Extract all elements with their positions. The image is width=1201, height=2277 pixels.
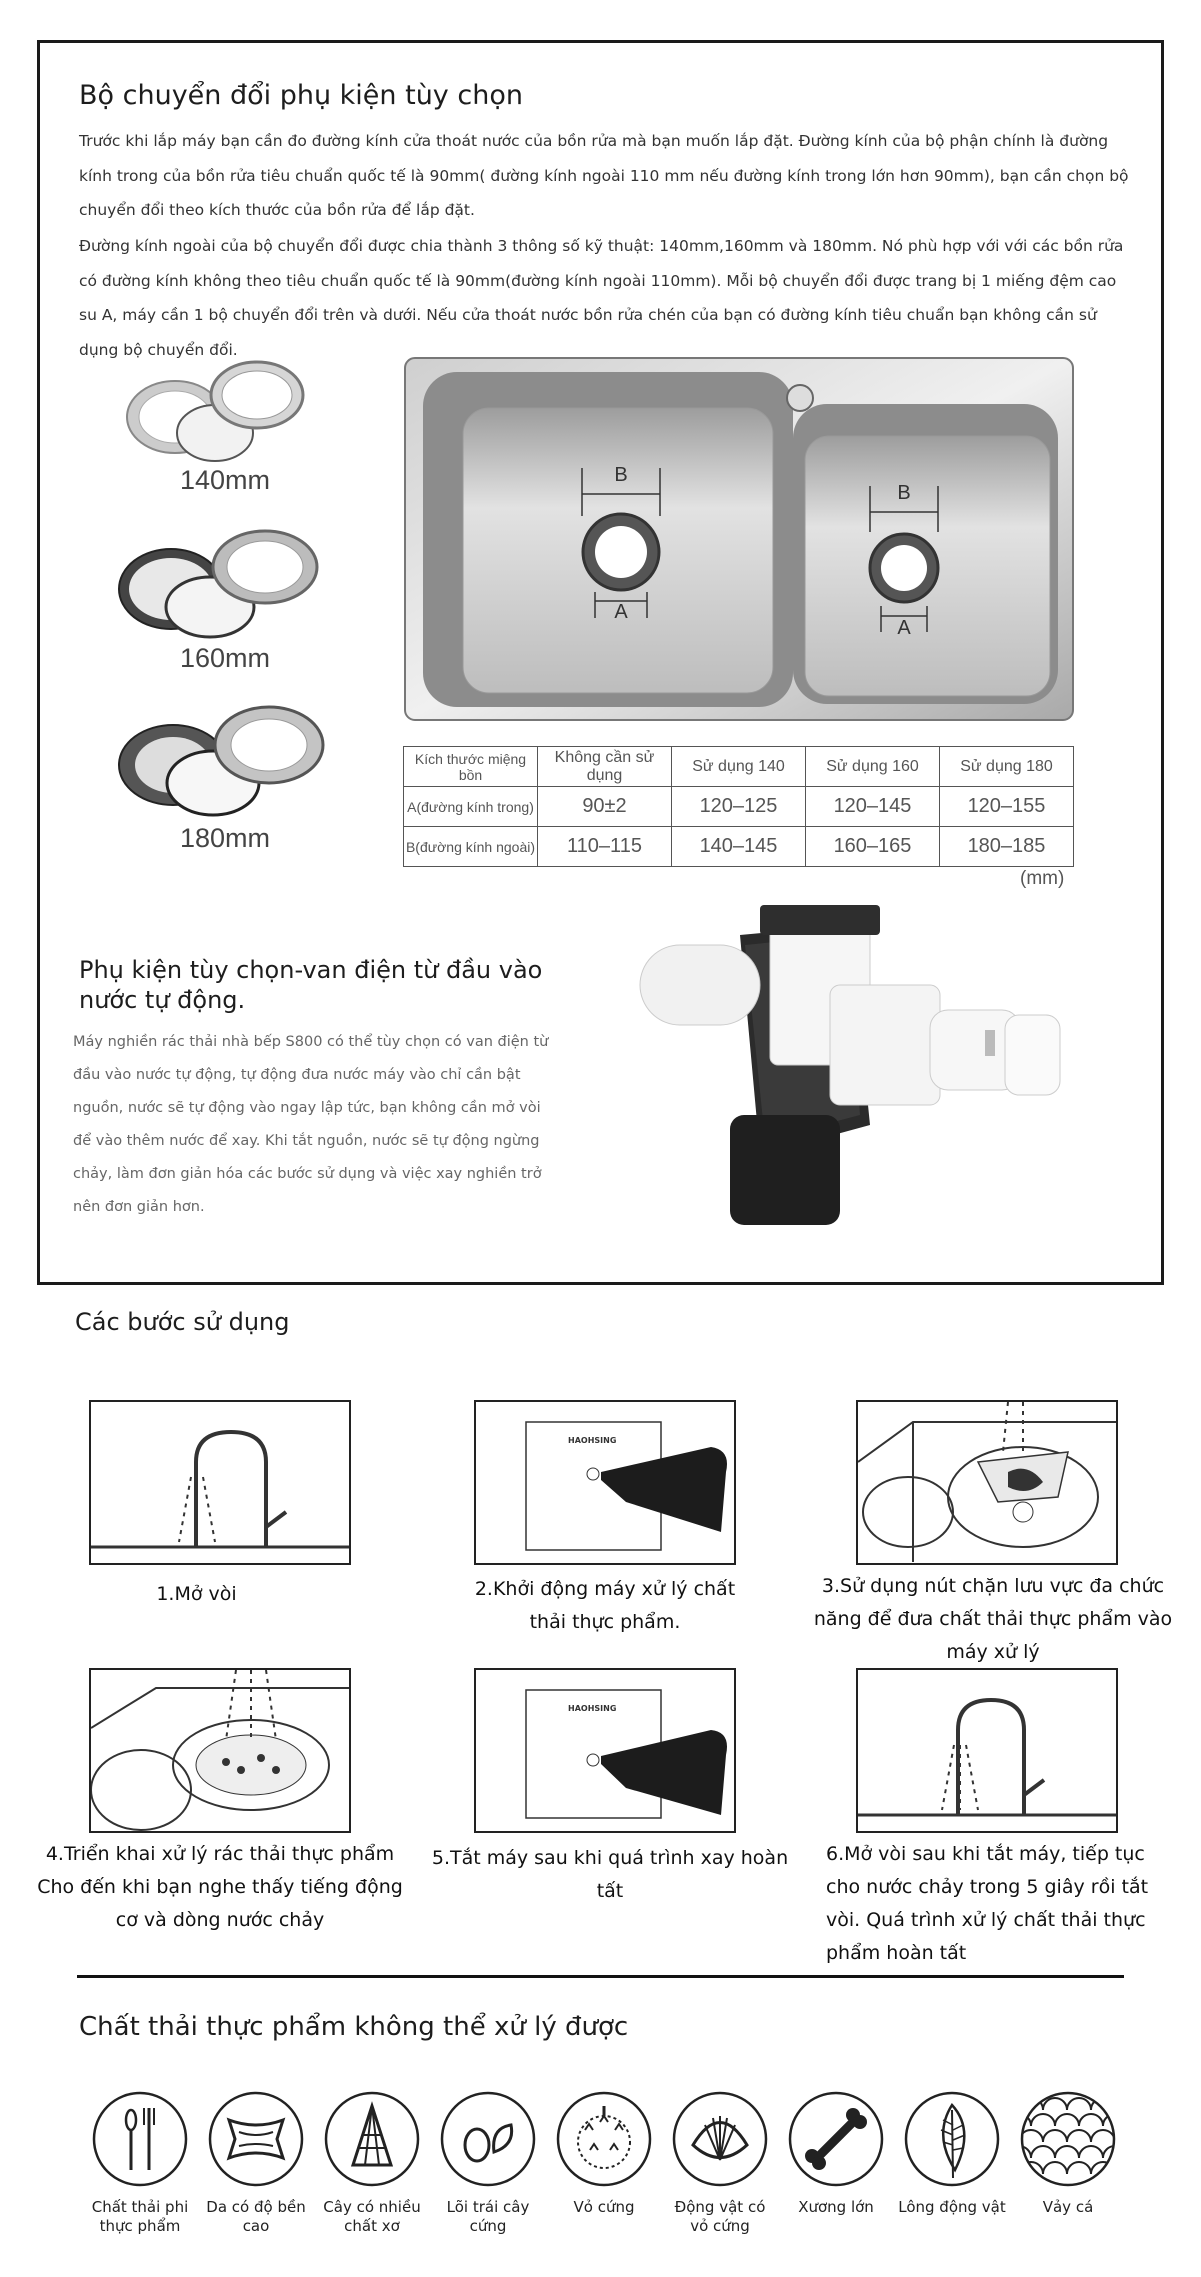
table-cell: 120–125 [672,787,806,827]
washer-140-label: 140mm [180,465,271,495]
food-item [317,2090,427,2236]
unprocessable-section-title: Chất thải thực phẩm không thể xử lý được [79,2012,629,2042]
table-cell: 160–165 [806,827,940,867]
fruit-pit-icon [439,2090,537,2188]
cutlery-icon [91,2090,189,2188]
leather-icon [207,2090,305,2188]
table-header-row [404,747,1074,787]
adapter-spec-paragraph: Đường kính ngoài của bộ chuyển đổi được chia thành 3 thông số kỹ thuật: 140mm,160mm và 180mm. Nó phù hợp với với các bồn rửa có đường kính không theo tiêu chuẩn quốc tế là 90mm(đường kính ngoài 110mm). Mỗi bộ chuyển đổi được trang bị 1 miếng đệm cao su A, máy cần 1 bộ chuyển đổi trên và dưới. Nếu cửa thoát nước bồn rửa chén của bạn có đường kính tiêu chuẩn bạn không cần sử dụng bộ chuyển đổi. [79,237,1124,359]
step-1-faucet-image [89,1400,351,1565]
food-item-label: Lõi trái cây cứng [446,2198,530,2235]
steps-section-title: Các bước sử dụng [75,1308,290,1336]
food-item [1013,2090,1123,2217]
table-corner-header: Kích thước miệng bồn [404,747,538,787]
fish-scale-icon [1019,2090,1117,2188]
bamboo-shoot-icon [323,2090,421,2188]
table-row [404,827,1074,867]
step-6-caption: 6.Mở vòi sau khi tắt máy, tiếp tục cho nước chảy trong 5 giây rồi tắt vòi. Quá trình xử lý chất thải thực phẩm hoàn tất [826,1843,1149,1964]
step-3-stopper-image [856,1400,1118,1565]
step-5-stop-image [474,1668,736,1833]
food-item [85,2090,195,2236]
food-item [897,2090,1007,2217]
washer-180-label: 180mm [180,823,271,853]
washer-180-image [105,703,355,853]
food-item-label: Vảy cá [1042,2198,1094,2216]
section-divider [77,1975,1124,1978]
table-header: Không cần sử dụng [538,747,672,787]
step-3-caption: 3.Sử dụng nút chặn lưu vực đa chức năng để đưa chất thải thực phẩm vào máy xử lý [813,1575,1173,1663]
sink-right-label-b: B [897,482,911,504]
food-item [781,2090,891,2217]
solenoid-valve-image [620,905,1090,1245]
step-5-caption: 5.Tắt máy sau khi quá trình xay hoàn tất [431,1847,789,1902]
feather-icon [903,2090,1001,2188]
table-header: Sử dụng 140 [672,747,806,787]
food-item-label: Lông động vật [898,2198,1006,2216]
food-item [665,2090,775,2236]
food-item [201,2090,311,2236]
bone-icon [787,2090,885,2188]
table-header: Sử dụng 180 [940,747,1074,787]
table-unit-label: (mm) [1020,868,1065,889]
sink-left-label-a: A [614,601,628,623]
table-cell: 110–115 [538,827,672,867]
food-item [433,2090,543,2236]
step-6-rinse-image [856,1668,1118,1833]
step-2-brand-label: HAOHSING [568,1436,617,1445]
shellfish-icon [671,2090,769,2188]
table-cell: 120–155 [940,787,1074,827]
adapter-intro-paragraph: Trước khi lắp máy bạn cần đo đường kính cửa thoát nước của bồn rửa mà bạn muốn lắp đặt. Đường kính của bộ phận chính là đường kính trong của bồn rửa tiêu chuẩn quốc tế là 90mm( đường kính ngoài 110 mm nếu đường kính trong lớn hơn 90mm), bạn cần chọn bộ chuyển đổi theo kích thước của bồn rửa để lắp đặt. [79,132,1129,219]
valve-section-text: Máy nghiền rác thải nhà bếp S800 có thể tùy chọn có van điện từ đầu vào nước tự động, tự động đưa nước máy vào chỉ cần bật nguồn, nước sẽ tự động vào ngay lập tức, bạn không cần mở vòi để vào thêm nước để xay. Khi tắt nguồn, nước sẽ tự động ngừng chảy, làm đơn giản hóa các bước sử dụng và việc xay nghiền trở nên đơn giản hơn. [73,1034,549,1215]
table-cell: 90±2 [538,787,672,827]
food-item-label: Da có độ bền cao [206,2198,306,2235]
step-1-caption: 1.Mở vòi [156,1583,237,1605]
step-4-grinding-image [89,1668,351,1833]
durian-shell-icon [555,2090,653,2188]
sink-right-label-a: A [897,617,911,639]
food-item-label: Xương lớn [798,2198,874,2216]
table-cell: 140–145 [672,827,806,867]
adapter-section-title: Bộ chuyển đổi phụ kiện tùy chọn [79,80,523,111]
food-item [549,2090,659,2217]
step-2-start-image [474,1400,736,1565]
table-row [404,787,1074,827]
table-cell: 120–145 [806,787,940,827]
food-item-label: Vỏ cứng [573,2198,635,2216]
adapter-size-table [403,746,1074,867]
food-item-label: Chất thải phi thực phẩm [91,2198,189,2235]
washer-140-image [105,355,355,495]
double-sink-diagram [403,356,1075,726]
sink-left-label-b: B [614,464,628,486]
food-item-label: Động vật có vỏ cứng [674,2198,766,2235]
step-4-caption: 4.Triển khai xử lý rác thải thực phẩm Cho đến khi bạn nghe thấy tiếng động cơ và dòng nước chảy [37,1843,403,1931]
table-cell: 180–185 [940,827,1074,867]
valve-section-title: Phụ kiện tùy chọn-van điện từ đầu vào nước tự động. [79,956,543,1014]
washer-160-label: 160mm [180,643,271,673]
table-header: Sử dụng 160 [806,747,940,787]
step-2-caption: 2.Khởi động máy xử lý chất thải thực phẩm. [474,1578,736,1633]
washer-160-image [105,525,355,675]
table-row-label: B(đường kính ngoài) [404,827,538,867]
food-item-label: Cây có nhiều chất xơ [323,2198,421,2235]
table-row-label: A(đường kính trong) [404,787,538,827]
step-5-brand-label: HAOHSING [568,1704,617,1713]
